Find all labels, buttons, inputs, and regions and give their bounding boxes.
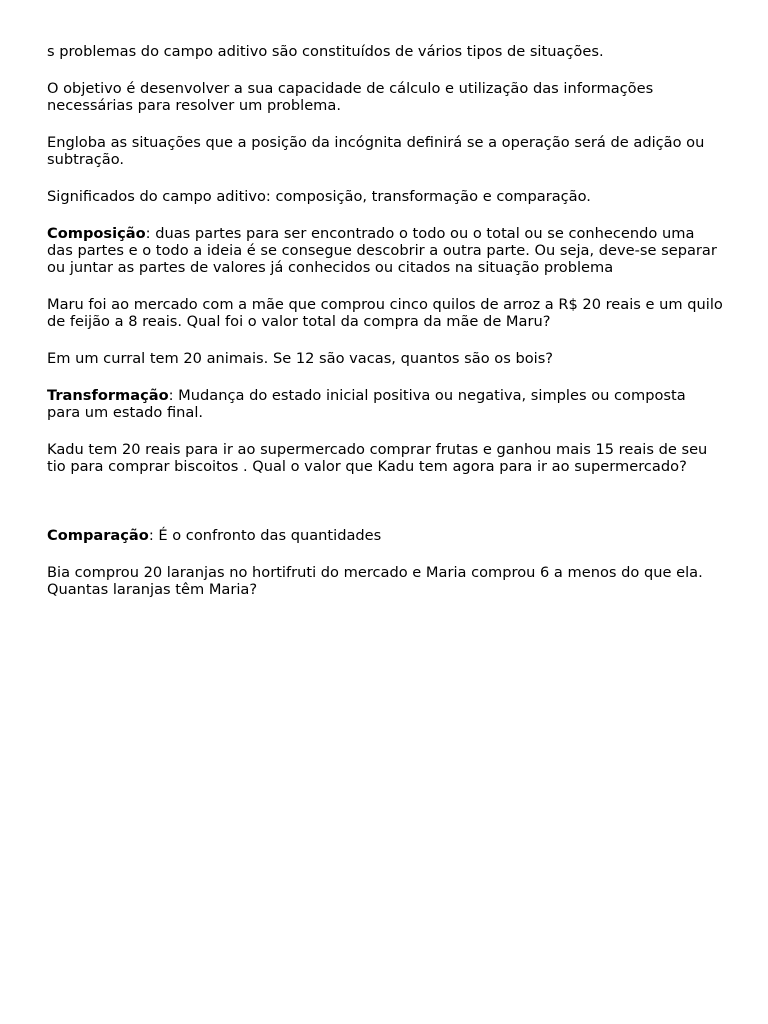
curral-problem: Em um curral tem 20 animais. Se 12 são vacas, quantos são os bois?	[47, 350, 554, 367]
intro-paragraph: s problemas do campo aditivo são constituídos de vários tipos de situações.	[47, 43, 604, 60]
scope-paragraph: Engloba as situações que a posição da incógnita definirá se a operação será de adição ou subtração.	[47, 134, 705, 168]
transformacao-paragraph	[47, 387, 723, 421]
comparacao-term: Comparação	[47, 527, 149, 544]
kadu-problem: Kadu tem 20 reais para ir ao supermercado comprar frutas e ganhou mais 15 reais de seu tio para comprar biscoitos . Qual o valor que Kadu tem agora para ir ao supermercado?	[47, 441, 708, 475]
comparacao-definition: : É o confronto das quantidades	[148, 527, 382, 544]
composicao-term: Composição	[47, 225, 146, 242]
transformacao-definition: : Mudança do estado inicial positiva ou negativa, simples ou composta para um estado final.	[47, 387, 686, 421]
composicao-paragraph	[47, 225, 723, 276]
maru-problem: Maru foi ao mercado com a mãe que comprou cinco quilos de arroz a R$ 20 reais e um quilo de feijão a 8 reais. Qual foi o valor total da compra da mãe de Maru?	[47, 296, 723, 330]
objective-paragraph: O objetivo é desenvolver a sua capacidade de cálculo e utilização das informações necessárias para resolver um problema.	[47, 80, 654, 114]
blank-space	[47, 495, 723, 527]
bia-problem: Bia comprou 20 laranjas no hortifruti do mercado e Maria comprou 6 a menos do que ela. Quantas laranjas têm Maria?	[47, 564, 703, 598]
comparacao-paragraph	[47, 527, 723, 544]
transformacao-term: Transformação	[47, 387, 169, 404]
meanings-paragraph: Significados do campo aditivo: composição, transformação e comparação.	[47, 188, 591, 205]
document-body	[47, 43, 723, 618]
composicao-definition: : duas partes para ser encontrado o todo ou o total ou se conhecendo uma das partes e o todo a ideia é se consegue descobrir a outra parte. Ou seja, deve-se separar ou juntar as partes de valores já conhecidos ou citados na situação problema	[47, 225, 717, 276]
